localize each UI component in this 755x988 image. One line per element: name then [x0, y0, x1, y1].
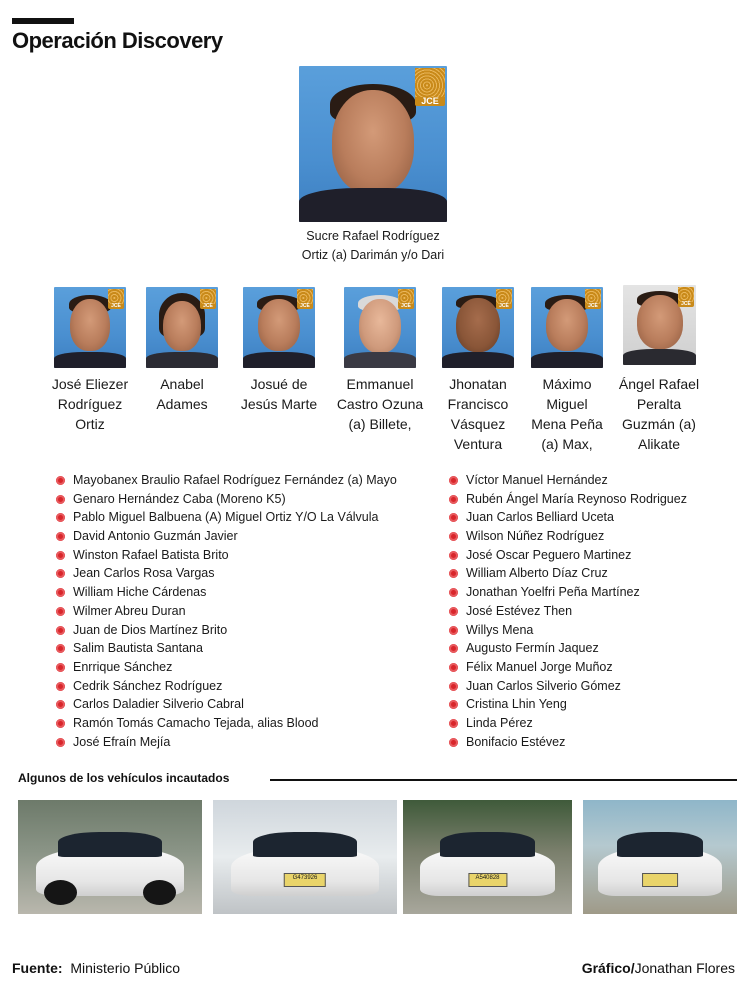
bullet-icon — [56, 532, 65, 541]
names-list-right — [449, 471, 687, 751]
suspect-caption: Anabel Adames — [156, 376, 208, 412]
license-plate — [642, 873, 678, 886]
name-list-item: Ramón Tomás Camacho Tejada, alias Blood — [56, 714, 397, 733]
jce-badge-icon: JCE — [108, 289, 124, 309]
graphic-credit: Gráfico/Jonathan Flores — [581, 960, 735, 976]
suspect-photo — [344, 287, 416, 368]
bullet-icon — [449, 644, 458, 653]
header-rule — [12, 18, 74, 24]
jce-badge-icon: JCE — [496, 289, 512, 309]
name-list-item: Augusto Fermín Jaquez — [449, 639, 687, 658]
bullet-icon — [56, 495, 65, 504]
name-list-item: José Estévez Then — [449, 602, 687, 621]
bullet-icon — [449, 700, 458, 709]
section-divider — [270, 779, 737, 781]
name-list-item: David Antonio Guzmán Javier — [56, 527, 397, 546]
suspect-caption: Máximo Miguel Mena Peña (a) Max, — [531, 376, 603, 452]
suspect-photo — [623, 285, 696, 365]
suspect-caption: Josué de Jesús Marte — [240, 376, 318, 412]
name-list-item: Félix Manuel Jorge Muñoz — [449, 658, 687, 677]
bullet-icon — [56, 644, 65, 653]
bullet-icon — [56, 663, 65, 672]
suspect-caption: José Eliezer Rodríguez Ortiz — [51, 376, 129, 432]
source-credit: Fuente: Ministerio Público — [12, 960, 181, 976]
name-list-item: Winston Rafael Batista Brito — [56, 546, 397, 565]
name-list-item: Bonifacio Estévez — [449, 733, 687, 752]
names-list-left — [56, 471, 397, 751]
name-list-item: Juan Carlos Belliard Uceta — [449, 508, 687, 527]
bullet-icon — [56, 682, 65, 691]
suspect-photo — [146, 287, 218, 368]
bullet-icon — [56, 569, 65, 578]
name-list-item: Pablo Miguel Balbuena (A) Miguel Ortiz Y/O La Válvula — [56, 508, 397, 527]
suspect-photo — [243, 287, 315, 368]
bullet-icon — [449, 532, 458, 541]
bullet-icon — [56, 607, 65, 616]
name-list-item: Mayobanex Braulio Rafael Rodríguez Fernández (a) Mayo — [56, 471, 397, 490]
bullet-icon — [56, 588, 65, 597]
name-list-item: Jonathan Yoelfri Peña Martínez — [449, 583, 687, 602]
bullet-icon — [56, 719, 65, 728]
name-list-item: Cristina Lhin Yeng — [449, 695, 687, 714]
bullet-icon — [449, 551, 458, 560]
jce-badge-icon: JCE — [297, 289, 313, 309]
name-list-item: José Efraín Mejía — [56, 733, 397, 752]
bullet-icon — [449, 738, 458, 747]
bullet-icon — [449, 476, 458, 485]
bullet-icon — [449, 719, 458, 728]
name-list-item: Salim Bautista Santana — [56, 639, 397, 658]
bullet-icon — [56, 700, 65, 709]
vehicle-photo — [18, 800, 202, 914]
page-title: Operación Discovery — [12, 28, 223, 53]
name-list-item: Wilson Núñez Rodríguez — [449, 527, 687, 546]
bullet-icon — [56, 626, 65, 635]
suspect-caption: Ángel Rafael Peralta Guzmán (a) Alikate — [618, 376, 700, 452]
bullet-icon — [449, 607, 458, 616]
name-list-item: Wilmer Abreu Duran — [56, 602, 397, 621]
jce-badge-icon: JCE — [398, 289, 414, 309]
jce-badge-icon: JCE — [585, 289, 601, 309]
bullet-icon — [449, 513, 458, 522]
bullet-icon — [56, 476, 65, 485]
bullet-icon — [449, 663, 458, 672]
name-list-item: Enrrique Sánchez — [56, 658, 397, 677]
vehicle-photo — [213, 800, 397, 914]
suspect-photo — [531, 287, 603, 368]
bullet-icon — [56, 513, 65, 522]
name-list-item: Rubén Ángel María Reynoso Rodriguez — [449, 490, 687, 509]
bullet-icon — [56, 551, 65, 560]
name-list-item: Linda Pérez — [449, 714, 687, 733]
name-list-item: Víctor Manuel Hernández — [449, 471, 687, 490]
suspect-caption: Jhonatan Francisco Vásquez Ventura — [447, 376, 509, 452]
bullet-icon — [449, 626, 458, 635]
name-list-item: Cedrik Sánchez Rodríguez — [56, 677, 397, 696]
name-list-item: Juan Carlos Silverio Gómez — [449, 677, 687, 696]
vehicle-photo — [583, 800, 737, 914]
main-suspect-photo — [299, 66, 447, 222]
main-suspect-caption: Sucre Rafael Rodríguez Ortiz (a) Darimán y/o Dari — [301, 229, 445, 262]
name-list-item: William Alberto Díaz Cruz — [449, 564, 687, 583]
vehicle-photo — [403, 800, 572, 914]
license-plate: A540828 — [468, 873, 507, 886]
name-list-item: William Hiche Cárdenas — [56, 583, 397, 602]
name-list-item: José Oscar Peguero Martinez — [449, 546, 687, 565]
license-plate: G473926 — [284, 873, 326, 886]
jce-badge-icon: JCE — [200, 289, 216, 309]
name-list-item: Genaro Hernández Caba (Moreno K5) — [56, 490, 397, 509]
bullet-icon — [449, 495, 458, 504]
name-list-item: Willys Mena — [449, 621, 687, 640]
jce-badge-icon: JCE — [678, 287, 694, 307]
name-list-item: Carlos Daladier Silverio Cabral — [56, 695, 397, 714]
jce-badge-icon: JCE — [415, 68, 445, 106]
suspect-photo — [54, 287, 126, 368]
name-list-item: Juan de Dios Martínez Brito — [56, 621, 397, 640]
suspect-photo — [442, 287, 514, 368]
vehicles-section-title: Algunos de los vehículos incautados — [18, 771, 230, 785]
suspect-caption: Emmanuel Castro Ozuna (a) Billete, — [336, 376, 424, 432]
bullet-icon — [56, 738, 65, 747]
bullet-icon — [449, 588, 458, 597]
bullet-icon — [449, 682, 458, 691]
bullet-icon — [449, 569, 458, 578]
name-list-item: Jean Carlos Rosa Vargas — [56, 564, 397, 583]
